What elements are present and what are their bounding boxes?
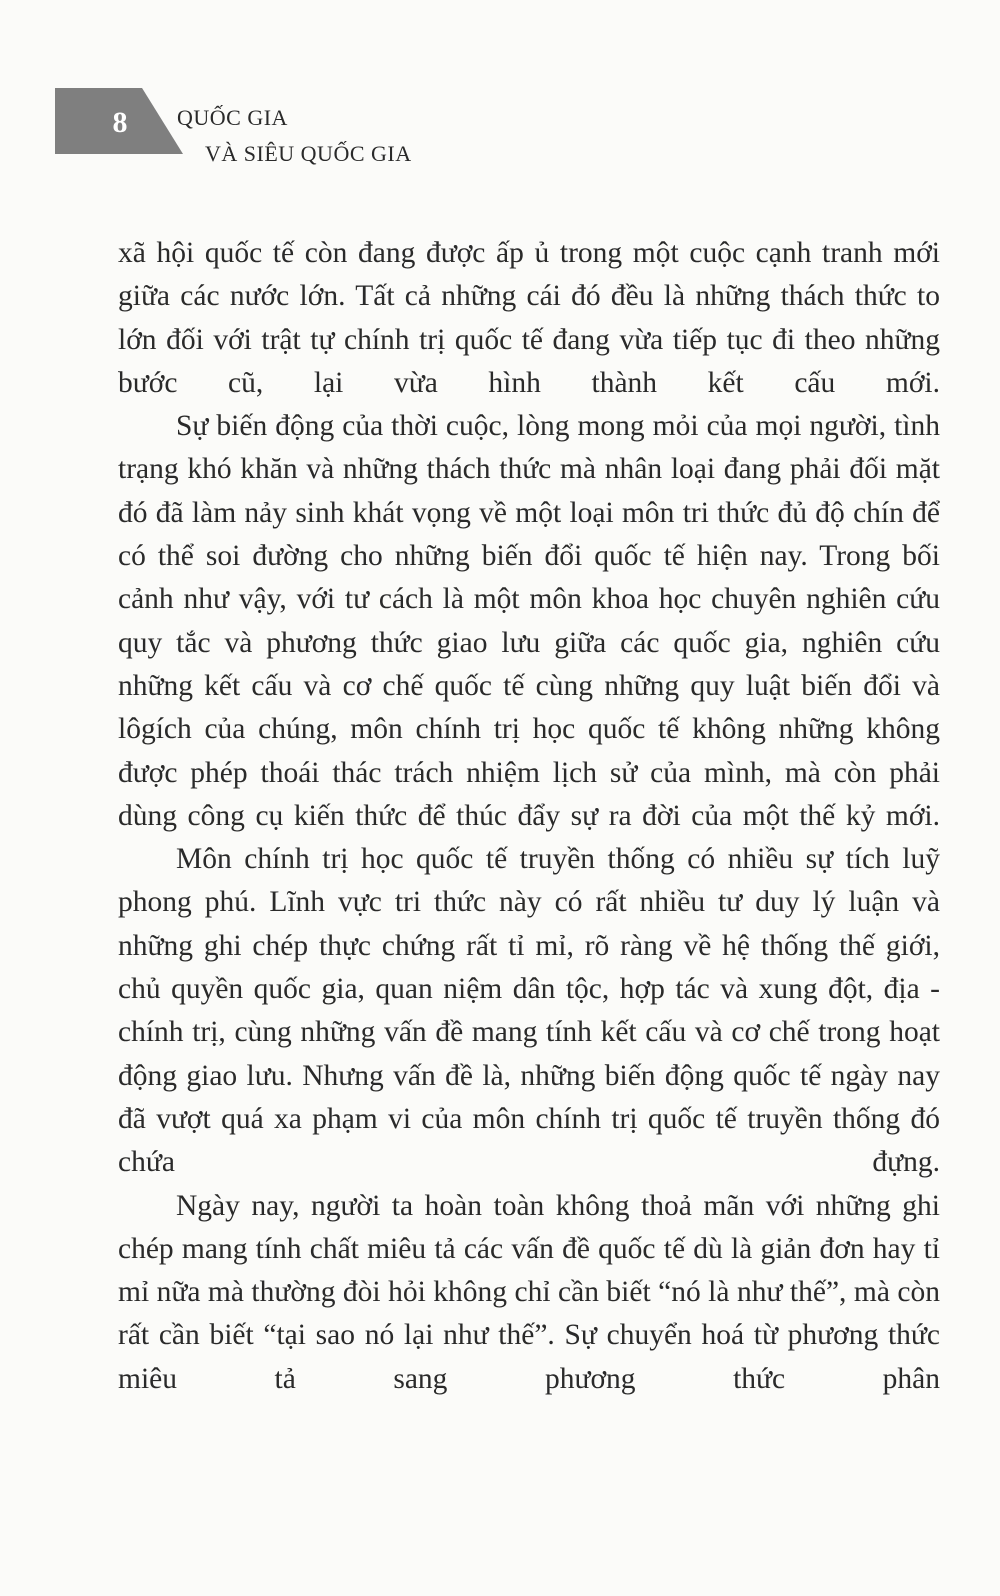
body-text <box>118 232 940 1401</box>
paragraph-4: Ngày nay, người ta hoàn toàn không thoả mãn với những ghi chép mang tính chất miêu tả các vấn đề quốc tế dù là giản đơn hay tỉ mỉ nữa mà thường đòi hỏi không chỉ cần biết “nó là như thế”, mà còn rất cần biết “tại sao nó lại như thế”. Sự chuyển hoá từ phương thức miêu tả sang phương thức phân <box>118 1189 940 1395</box>
paragraph-3: Môn chính trị học quốc tế truyền thống có nhiều sự tích luỹ phong phú. Lĩnh vực tri thức này có rất nhiều tư duy lý luận và những ghi chép thực chứng rất tỉ mỉ, rõ ràng về hệ thống thế giới, chủ quyền quốc gia, quan niệm dân tộc, hợp tác và xung đột, địa - chính trị, cùng những vấn đề mang tính kết cấu và cơ chế trong hoạt động giao lưu. Nhưng vấn đề là, những biến động quốc tế ngày nay đã vượt quá xa phạm vi của môn chính trị quốc tế truyền thống đó chứa đựng. <box>118 843 940 1179</box>
running-title-line-1: QUỐC GIA <box>177 105 288 130</box>
page-number: 8 <box>112 106 128 139</box>
paragraph-2: Sự biến động của thời cuộc, lòng mong mỏi của mọi người, tình trạng khó khăn và những thách thức mà nhân loại đang phải đối mặt đó đã làm nảy sinh khát vọng về một loại môn tri thức đủ độ chín để có thể soi đường cho những biến đổi quốc tế hiện nay. Trong bối cảnh như vậy, với tư cách là một môn khoa học chuyên nghiên cứu quy tắc và phương thức giao lưu giữa các quốc gia, nghiên cứu những kết cấu và cơ chế quốc tế cùng những quy luật biến đổi và lôgích của chúng, môn chính trị học quốc tế không những không được phép thoái thác trách nhiệm lịch sử của mình, mà còn phải dùng công cụ kiến thức để thúc đẩy sự ra đời của một thế kỷ mới. <box>118 410 940 832</box>
running-title <box>175 100 412 172</box>
running-title-line-2: VÀ SIÊU QUỐC GIA <box>205 141 412 166</box>
page-header <box>0 0 1000 200</box>
paragraph-1: xã hội quốc tế còn đang được ấp ủ trong một cuộc cạnh tranh mới giữa các nước lớn. Tất cả những cái đó đều là những thách thức to lớn đối với trật tự chính trị quốc tế đang vừa tiếp tục đi theo những bước cũ, lại vừa hình thành kết cấu mới. <box>118 237 940 399</box>
